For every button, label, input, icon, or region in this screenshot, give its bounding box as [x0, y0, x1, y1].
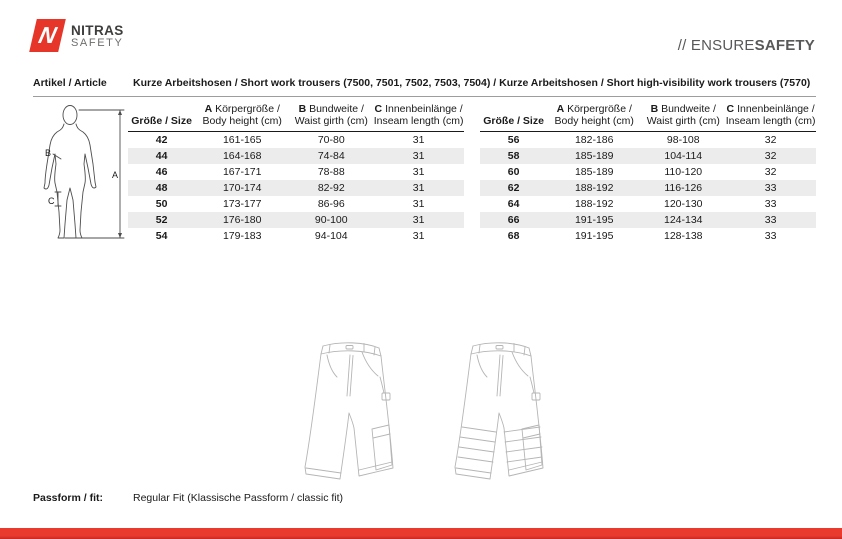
value-cell: 70-80 — [317, 134, 345, 146]
tagline-bold: SAFETY — [754, 37, 815, 54]
arrow-down-icon — [118, 233, 122, 238]
footer-accent-bar — [0, 528, 842, 539]
column-header-body-height: A Körpergröße / Body height (cm) — [547, 103, 641, 132]
size-cell: 54 — [155, 230, 168, 242]
figure-body-outline — [44, 124, 96, 238]
value-cell: 78-88 — [317, 166, 345, 178]
value-cell: 188-192 — [574, 198, 614, 210]
size-cell: 48 — [155, 182, 168, 194]
size-cell: 58 — [507, 150, 520, 162]
value-cell: 94-104 — [314, 230, 348, 242]
table-row — [128, 180, 464, 196]
value-cell: 33 — [764, 198, 777, 210]
size-cell: 66 — [507, 214, 520, 226]
table-row — [480, 148, 816, 164]
value-cell: 173-177 — [222, 198, 262, 210]
table-row — [480, 196, 816, 212]
fit-row — [33, 492, 343, 504]
size-cell: 56 — [507, 134, 520, 146]
column-header-inseam-length: C Innenbeinlänge / Inseam length (cm) — [373, 103, 464, 132]
size-cell: 52 — [155, 214, 168, 226]
value-cell: 110-120 — [664, 166, 703, 178]
shorts-plain-illustration — [296, 339, 400, 489]
hi-vis-stripe — [460, 437, 495, 442]
value-cell: 120-130 — [663, 198, 703, 210]
article-label: Artikel / Article — [33, 77, 107, 89]
hi-vis-stripe — [462, 427, 496, 432]
value-cell: 31 — [412, 134, 425, 146]
table-header-row — [480, 103, 816, 132]
value-cell: 188-192 — [574, 182, 614, 194]
tagline-slashes: // — [677, 37, 691, 54]
column-header-waist-girth: B Bundweite / Waist girth (cm) — [289, 103, 373, 132]
nitras-logo — [33, 19, 124, 52]
ensure-safety-tagline — [678, 37, 815, 54]
table-row — [128, 196, 464, 212]
fit-label: Passform / fit: — [33, 492, 104, 504]
value-cell: 33 — [764, 214, 777, 226]
value-cell: 82-92 — [317, 182, 345, 194]
table-row — [480, 212, 816, 228]
value-cell: 191-195 — [574, 214, 614, 226]
value-cell: 33 — [764, 230, 777, 242]
value-cell: 185-189 — [574, 166, 614, 178]
table-header-row — [128, 103, 464, 132]
value-cell: 167-171 — [222, 166, 262, 178]
value-cell: 182-186 — [574, 134, 614, 146]
value-cell: 31 — [412, 150, 425, 162]
value-cell: 185-189 — [574, 150, 614, 162]
value-cell: 161-165 — [222, 134, 262, 146]
value-cell: 32 — [764, 150, 777, 162]
dimension-c-label: C — [48, 196, 55, 206]
dimension-b-label: B — [45, 148, 52, 158]
logo-subtitle: SAFETY — [71, 36, 124, 49]
dimension-a-label: A — [112, 170, 119, 180]
value-cell: 31 — [412, 182, 425, 194]
value-cell: 124-134 — [663, 214, 703, 226]
nitras-logo-icon — [29, 19, 66, 52]
value-cell: 98-108 — [666, 134, 700, 146]
value-cell: 31 — [412, 214, 425, 226]
table-row — [480, 164, 816, 180]
fit-value: Regular Fit (Klassische Passform / classic fit) — [133, 492, 344, 504]
value-cell: 74-84 — [317, 150, 345, 162]
value-cell: 104-114 — [664, 150, 703, 162]
figure-head — [63, 106, 77, 125]
value-cell: 170-174 — [222, 182, 262, 194]
logo-letter: N — [36, 22, 59, 48]
value-cell: 31 — [412, 198, 425, 210]
value-cell: 164-168 — [222, 150, 262, 162]
value-cell: 32 — [764, 134, 777, 146]
column-header-body-height: A Körpergröße / Body height (cm) — [195, 103, 289, 132]
table-row — [480, 228, 816, 244]
value-cell: 32 — [764, 166, 777, 178]
value-cell: 191-195 — [574, 230, 614, 242]
column-header-size: Größe / Size — [128, 103, 195, 132]
size-cell: 64 — [507, 198, 520, 210]
value-cell: 31 — [412, 166, 425, 178]
size-cell: 60 — [507, 166, 520, 178]
table-row — [480, 132, 816, 149]
value-cell: 33 — [764, 182, 777, 194]
shorts-hi-vis-illustration — [446, 339, 550, 489]
value-cell: 90-100 — [314, 214, 348, 226]
body-measurement-diagram — [33, 104, 128, 244]
tagline-light: ENSURE — [690, 37, 755, 54]
column-header-inseam-length: C Innenbeinlänge / Inseam length (cm) — [725, 103, 816, 132]
column-header-waist-girth: B Bundweite / Waist girth (cm) — [641, 103, 725, 132]
value-cell: 176-180 — [222, 214, 262, 226]
value-cell: 86-96 — [317, 198, 345, 210]
article-value: Kurze Arbeitshosen / Short work trousers (7500, 7501, 7502, 7503, 7504) / Kurze Arbeitshosen / Short high-visibility work trousers (7570) — [133, 77, 811, 89]
size-cell: 68 — [507, 230, 520, 242]
size-cell: 50 — [155, 198, 168, 210]
column-header-size: Größe / Size — [480, 103, 547, 132]
value-cell: 116-126 — [664, 182, 703, 194]
size-cell: 46 — [155, 166, 168, 178]
size-table-work-trousers — [128, 103, 464, 244]
table-row — [128, 228, 464, 244]
hi-vis-stripe — [459, 447, 494, 452]
hi-vis-stripe — [458, 457, 493, 462]
table-row — [480, 180, 816, 196]
size-tables — [128, 103, 816, 244]
size-cell: 62 — [507, 182, 520, 194]
article-row — [33, 77, 816, 97]
value-cell: 179-183 — [222, 230, 262, 242]
logo-wordmark — [71, 22, 124, 50]
arrow-up-icon — [118, 110, 122, 115]
size-cell: 44 — [155, 150, 168, 162]
value-cell: 128-138 — [663, 230, 703, 242]
table-row — [128, 148, 464, 164]
table-row — [128, 164, 464, 180]
table-row — [128, 212, 464, 228]
value-cell: 31 — [412, 230, 425, 242]
size-table-hi-vis-trousers — [480, 103, 816, 244]
logo-name: NITRAS — [71, 22, 124, 38]
size-cell: 42 — [155, 134, 168, 146]
table-row — [128, 132, 464, 149]
